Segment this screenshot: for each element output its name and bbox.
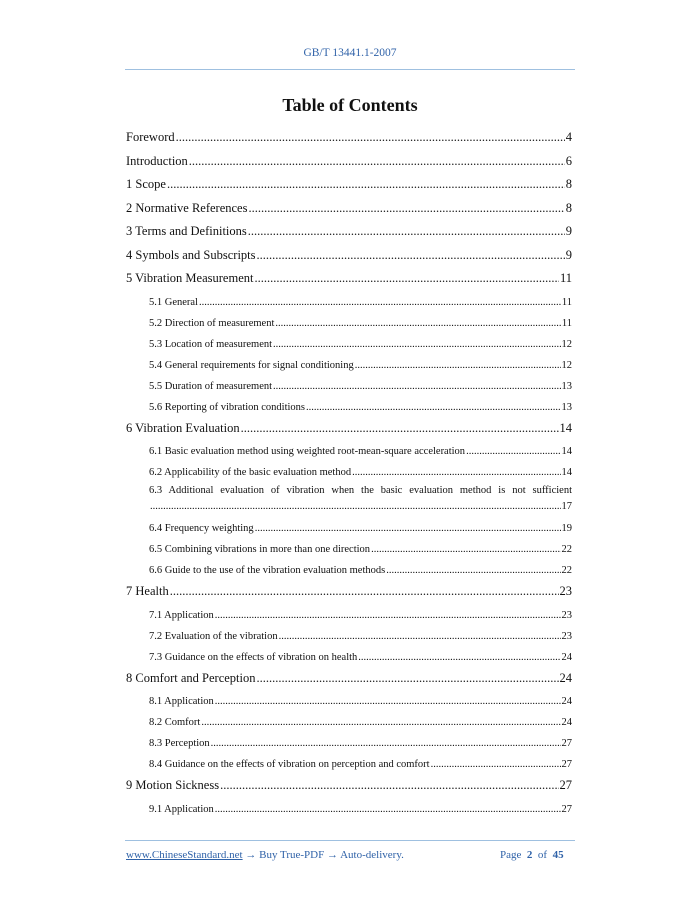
toc-subentry[interactable] [149, 539, 572, 560]
table-of-contents [126, 127, 572, 820]
toc-entry[interactable] [126, 581, 572, 605]
toc-entry-label: 8.3 Perception [149, 738, 210, 749]
toc-entry-label: 8.2 Comfort [149, 717, 201, 728]
page-indicator [500, 849, 564, 861]
toc-entry-label: 8.1 Application [149, 696, 214, 707]
toc-entry-label: 6.2 Applicability of the basic evaluation method [149, 467, 352, 478]
dot-leader [199, 292, 561, 313]
toc-entry-page: 22 [561, 565, 572, 576]
toc-entry-label: 6.5 Combining vibrations in more than one direction [149, 544, 371, 555]
running-header: GB/T 13441.1-2007 [303, 47, 397, 59]
site-link[interactable]: www.ChineseStandard.net [126, 849, 243, 861]
toc-entry-page: 9 [565, 247, 572, 262]
toc-entry[interactable] [126, 418, 572, 442]
toc-entry-label: 8.4 Guidance on the effects of vibration on perception and comfort [149, 759, 430, 770]
toc-subentry[interactable] [149, 292, 572, 313]
toc-entry-label: 6.1 Basic evaluation method using weighted root-mean-square acceleration [149, 446, 466, 457]
toc-entry[interactable] [126, 151, 572, 175]
toc-entry-label: 6 Vibration Evaluation [126, 420, 240, 435]
toc-entry-label: 7.1 Application [149, 609, 214, 621]
dot-leader [215, 799, 561, 820]
toc-entry-page: 19 [561, 523, 572, 534]
toc-entry-label: 5.3 Location of measurement [149, 338, 273, 350]
toc-entry-page: 17 [561, 501, 572, 512]
toc-entry[interactable] [126, 198, 572, 222]
page-current: 2 [526, 849, 533, 861]
toc-entry-page: 27 [561, 803, 572, 815]
toc-entry-label: 5.2 Direction of measurement [149, 317, 275, 329]
toc-entry-page: 12 [561, 338, 572, 350]
toc-subentry[interactable] [149, 691, 572, 712]
toc-entry-page: 24 [559, 670, 572, 685]
toc-entry-page: 23 [559, 584, 572, 598]
page-of: of [537, 849, 548, 861]
toc-subentry[interactable] [149, 799, 572, 820]
toc-entry-page: 11 [559, 271, 572, 285]
dot-leader [248, 198, 564, 218]
toc-subentry[interactable] [149, 462, 572, 483]
dot-leader [386, 560, 560, 581]
dot-leader [241, 418, 559, 438]
page-prefix: Page [500, 849, 522, 861]
toc-entry-label: 9 Motion Sickness [126, 778, 220, 792]
dot-leader [257, 668, 559, 688]
dot-leader [355, 355, 561, 376]
dot-leader [255, 518, 561, 539]
toc-subentry[interactable] [149, 712, 572, 733]
toc-subentry[interactable] [149, 376, 572, 397]
dot-leader [167, 174, 565, 194]
dot-leader [371, 539, 560, 560]
dot-leader [215, 605, 561, 626]
toc-entry-page: 14 [561, 446, 572, 457]
dot-leader [176, 127, 565, 147]
toc-entry-label: 5.4 General requirements for signal conditioning [149, 359, 354, 371]
toc-entry[interactable] [126, 221, 572, 245]
toc-entry-label: 2 Normative References [126, 200, 248, 215]
toc-entry-label: 7 Health [126, 584, 169, 598]
toc-entry-page: 24 [561, 696, 572, 707]
dot-leader [431, 754, 561, 775]
toc-subentry[interactable] [149, 560, 572, 581]
dot-leader [257, 245, 565, 265]
toc-entry-label: Introduction [126, 153, 188, 168]
toc-entry-label: 7.3 Guidance on the effects of vibration on health [149, 651, 358, 663]
toc-subentry[interactable] [149, 441, 572, 462]
toc-entry-page: 24 [561, 717, 572, 728]
dot-leader [279, 626, 561, 647]
toc-entry-page: 12 [561, 359, 572, 371]
page-title: Table of Contents [282, 95, 418, 115]
dot-leader [466, 441, 560, 462]
toc-entry-page: 8 [565, 177, 572, 191]
toc-entry-label: 1 Scope [126, 177, 166, 191]
toc-entry-label: 6.4 Frequency weighting [149, 523, 254, 534]
dot-leader [170, 581, 559, 601]
footer-promo [126, 849, 404, 861]
toc-entry-page: 9 [565, 224, 572, 238]
toc-entry-page: 8 [565, 200, 572, 215]
toc-entry-page: 14 [561, 467, 572, 478]
toc-entry-label: 7.2 Evaluation of the vibration [149, 630, 278, 642]
dot-leader [352, 462, 560, 483]
dot-leader [211, 733, 561, 754]
dot-leader [358, 647, 560, 668]
toc-subentry[interactable] [149, 334, 572, 355]
toc-entry-label: 6.3 Additional evaluation of vibration when the basic evaluation method is not sufficient [149, 485, 572, 496]
toc-entry[interactable] [126, 775, 572, 799]
dot-leader [273, 376, 560, 397]
toc-entry[interactable] [126, 668, 572, 692]
toc-subentry[interactable] [149, 733, 572, 754]
toc-subentry[interactable] [149, 518, 572, 539]
toc-entry-label: 4 Symbols and Subscripts [126, 247, 256, 262]
toc-subentry[interactable] [149, 313, 572, 334]
toc-entry-label: Foreword [126, 130, 175, 144]
dot-leader [248, 221, 565, 241]
toc-entry-page: 11 [561, 296, 572, 308]
toc-entry-page: 27 [559, 778, 572, 792]
page-total: 45 [552, 849, 564, 861]
toc-entry[interactable] [126, 174, 572, 198]
toc-entry-label: 8 Comfort and Perception [126, 670, 256, 685]
toc-subentry[interactable] [149, 355, 572, 376]
dot-leader [215, 691, 561, 712]
toc-entry-label: 9.1 Application [149, 803, 214, 815]
header-divider [125, 69, 575, 70]
dot-leader [150, 499, 561, 515]
footer-divider [125, 840, 575, 841]
toc-entry-page: 23 [561, 630, 572, 642]
dot-leader [306, 397, 560, 418]
toc-entry[interactable] [126, 268, 572, 292]
toc-subentry[interactable] [149, 605, 572, 626]
toc-entry-page: 11 [561, 317, 572, 329]
toc-entry[interactable] [126, 127, 572, 151]
dot-leader [189, 151, 565, 171]
toc-entry-label: 5.6 Reporting of vibration conditions [149, 401, 306, 413]
toc-entry-page: 22 [561, 544, 572, 555]
toc-entry-label: 5.5 Duration of measurement [149, 380, 273, 392]
toc-entry-label: 3 Terms and Definitions [126, 224, 247, 238]
toc-entry[interactable] [126, 245, 572, 269]
dot-leader [273, 334, 560, 355]
toc-entry-page: 13 [561, 401, 572, 413]
toc-subentry[interactable] [149, 754, 572, 775]
toc-subentry[interactable] [149, 647, 572, 668]
toc-entry-label: 5 Vibration Measurement [126, 271, 254, 285]
toc-entry-page: 23 [561, 609, 572, 621]
toc-entry-label: 5.1 General [149, 296, 198, 308]
promo-text: → Buy True-PDF → Auto-delivery. [242, 849, 404, 861]
dot-leader [220, 775, 558, 795]
toc-subentry[interactable] [149, 626, 572, 647]
toc-entry-label: 6.6 Guide to the use of the vibration evaluation methods [149, 565, 386, 576]
toc-entry-page: 24 [561, 651, 572, 663]
dot-leader [254, 268, 558, 288]
toc-subentry[interactable] [149, 397, 572, 418]
toc-entry-page: 14 [559, 420, 572, 435]
toc-entry-page: 6 [565, 153, 572, 168]
toc-subentry-wrapped[interactable] [149, 483, 572, 512]
toc-entry-page: 27 [561, 738, 572, 749]
toc-entry-page: 27 [561, 759, 572, 770]
dot-leader [201, 712, 560, 733]
dot-leader [275, 313, 561, 334]
toc-entry-page: 13 [561, 380, 572, 392]
toc-entry-page: 4 [565, 130, 572, 144]
